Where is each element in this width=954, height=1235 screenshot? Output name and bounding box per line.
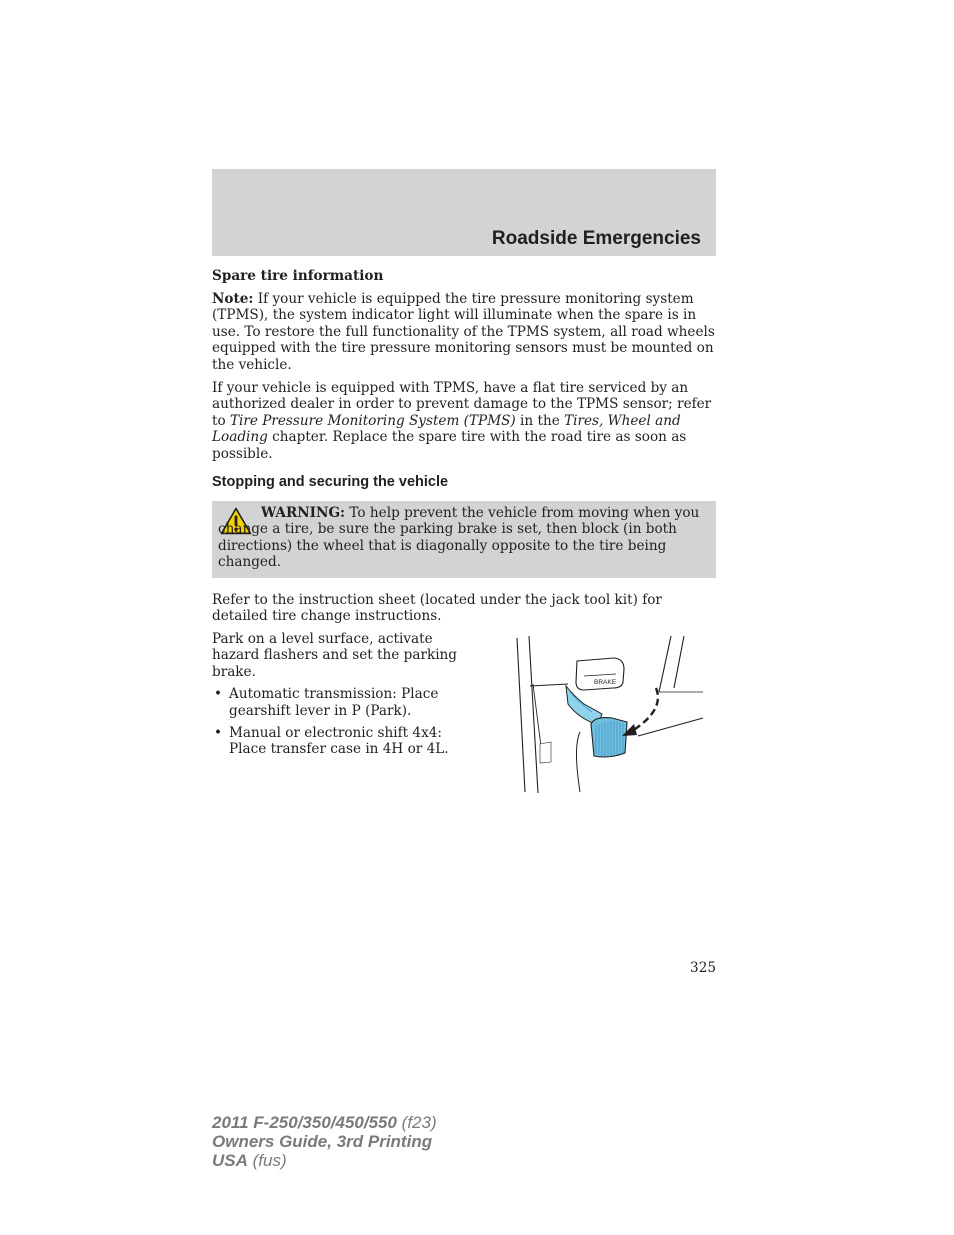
tpms-text-mid: in the	[515, 412, 565, 429]
page-number: 325	[690, 960, 716, 976]
section-heading-stopping: Stopping and securing the vehicle	[212, 474, 449, 490]
parking-brake-illustration	[488, 632, 706, 796]
footer-model-line	[212, 1113, 437, 1132]
transmission-bullet-list	[212, 686, 462, 758]
tpms-paragraph	[212, 380, 716, 462]
instruction-paragraph: Refer to the instruction sheet (located under the jack tool kit) for detailed tire change instructions.	[212, 592, 662, 625]
footer-region: USA	[212, 1151, 248, 1170]
section-heading-spare-tire: Spare tire information	[212, 268, 384, 284]
tires-chapter-reference-link[interactable]: Tires, Wheel and Loading	[212, 412, 681, 446]
list-item	[212, 686, 462, 719]
warning-label: WARNING:	[261, 505, 346, 521]
tpms-text-start: If your vehicle is equipped with TPMS, have a flat tire serviced by an authorized dealer in order to prevent damage to the TPMS sensor; refer to	[212, 380, 712, 429]
brake-release-label: BRAKE	[594, 679, 617, 686]
bullet-glyph: •	[214, 725, 223, 742]
parking-brake-pedal	[591, 718, 627, 757]
document-footer	[212, 1113, 437, 1170]
tpms-text-end: chapter. Replace the spare tire with the road tire as soon as possible.	[212, 429, 687, 462]
bullet-text: Manual or electronic shift 4x4: Place transfer case in 4H or 4L.	[229, 725, 449, 758]
park-instructions	[212, 631, 462, 764]
chapter-title: Roadside Emergencies	[491, 228, 701, 249]
note-text: If your vehicle is equipped the tire pressure monitoring system (TPMS), the system indicator light will illuminate when the spare is in use. To restore the full functionality of the TPMS system, all road wheels equipped with the tire pressure monitoring sensors must be mounted on the vehicle.	[212, 291, 715, 373]
note-paragraph	[212, 291, 716, 373]
footer-guide-line: Owners Guide, 3rd Printing	[212, 1132, 433, 1151]
chapter-header-band	[212, 169, 716, 256]
footer-region-code: (fus)	[247, 1151, 287, 1170]
footer-region-line	[212, 1151, 437, 1170]
warning-body: To help prevent the vehicle from moving when you change a tire, be sure the parking brake is set, then block (in both directions) the wheel that is diagonally opposite to the tire being changed.	[218, 505, 700, 571]
bullet-glyph: •	[214, 686, 223, 703]
footer-model-code: (f23)	[396, 1113, 437, 1132]
push-direction-arrow	[632, 688, 658, 731]
warning-text	[218, 505, 706, 571]
list-item	[212, 725, 462, 758]
footer-model: 2011 F-250/350/450/550	[212, 1113, 397, 1132]
tpms-reference-link[interactable]: Tire Pressure Monitoring System (TPMS)	[229, 412, 516, 429]
note-label: Note:	[212, 291, 254, 307]
bullet-text: Automatic transmission: Place gearshift lever in P (Park).	[229, 686, 439, 719]
park-paragraph: Park on a level surface, activate hazard flashers and set the parking brake.	[212, 631, 458, 680]
warning-box	[212, 501, 716, 578]
